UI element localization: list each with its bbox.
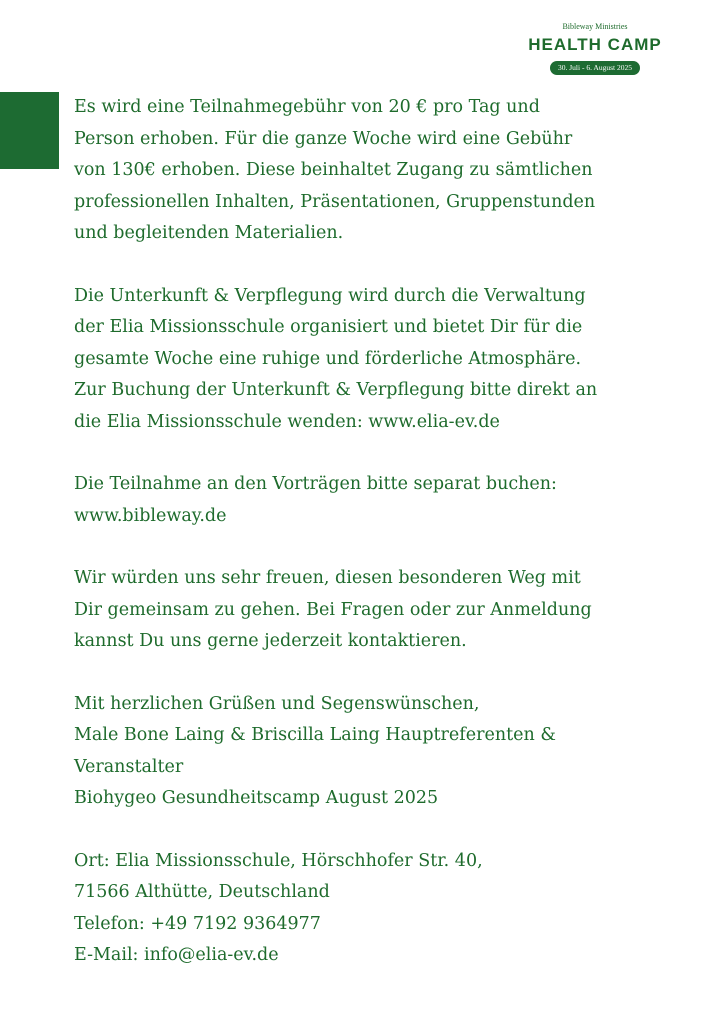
text-line: Person erhoben. Für die ganze Woche wird eine Gebühr (74, 128, 573, 149)
text-line: Es wird eine Teilnahmegebühr von 20 € pro Tag und (74, 97, 540, 117)
logo-org-name: Bibleway Ministries (562, 22, 628, 31)
text-line: und begleitenden Materialien. (74, 223, 344, 243)
letter-body (74, 92, 700, 972)
text-line: Biohygeo Gesundheitscamp August 2025 (74, 788, 439, 808)
text-line: Male Bone Laing & Briscilla Laing Hauptreferenten & (74, 725, 556, 745)
text-line: Wir würden uns sehr freuen, diesen besonderen Weg mit (74, 568, 581, 588)
fees-paragraph (74, 92, 700, 250)
text-line: der Elia Missionsschule organisiert und bietet Dir für die (74, 317, 583, 337)
green-accent-bar (0, 92, 59, 169)
health-camp-logo (510, 22, 680, 75)
text-line: Mit herzlichen Grüßen und Segenswünschen, (74, 693, 480, 714)
invitation-paragraph (74, 563, 700, 658)
text-line: gesamte Woche eine ruhige und förderliche Atmosphäre. (74, 348, 582, 369)
text-line: Die Unterkunft & Verpflegung wird durch die Verwaltung (74, 285, 586, 306)
text-line: Zur Buchung der Unterkunft & Verpflegung bitte direkt an (74, 380, 598, 400)
text-line: Die Teilnahme an den Vorträgen bitte separat buchen: (74, 474, 557, 494)
booking-paragraph (74, 469, 700, 532)
text-line: von 130€ erhoben. Diese beinhaltet Zugang zu sämtlichen (74, 160, 593, 180)
accommodation-paragraph (74, 281, 700, 439)
text-line: Dir gemeinsam zu gehen. Bei Fragen oder zur Anmeldung (74, 599, 592, 620)
website-link: www.bibleway.de (74, 505, 227, 526)
logo-date-badge: 30. Juli - 6. August 2025 (550, 61, 640, 75)
text-line: die Elia Missionsschule wenden: www.elia-ev.de (74, 411, 500, 432)
address-line: 71566 Althütte, Deutschland (74, 882, 330, 902)
closing-paragraph (74, 689, 700, 815)
text-line: Veranstalter (74, 756, 184, 777)
address-line: Ort: Elia Missionsschule, Hörschhofer Str. 40, (74, 850, 483, 871)
email-line: E-Mail: info@elia-ev.de (74, 945, 279, 965)
logo-brand-title: HEALTH CAMP (528, 35, 662, 54)
text-line: kannst Du uns gerne jederzeit kontaktieren. (74, 631, 467, 651)
phone-line: Telefon: +49 7192 9364977 (74, 913, 321, 934)
text-line: professionellen Inhalten, Präsentationen, Gruppenstunden (74, 191, 596, 212)
contact-paragraph (74, 846, 700, 972)
